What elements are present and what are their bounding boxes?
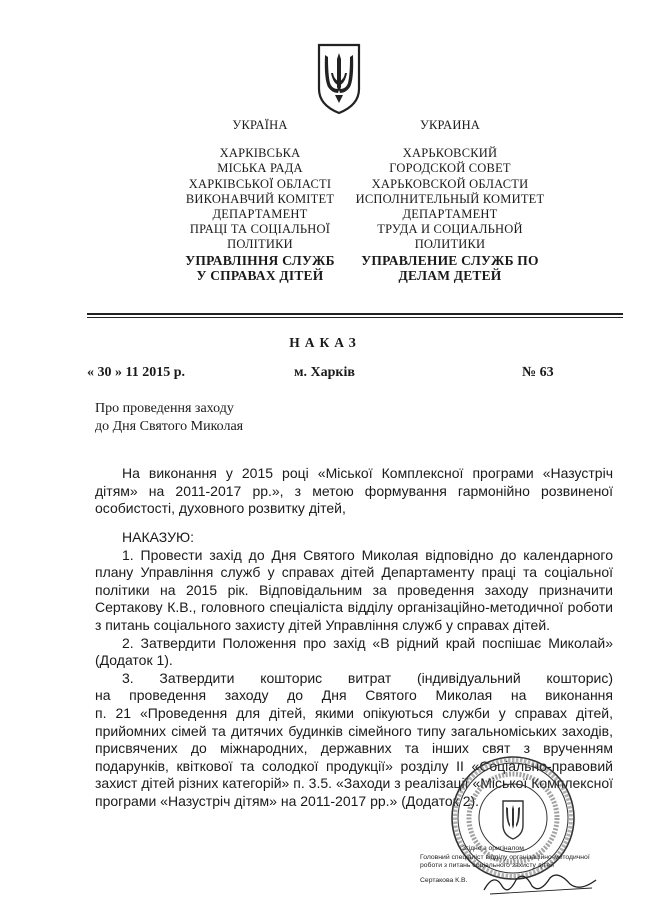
certification-signer: Сертакова К.В. [420, 876, 468, 884]
coat-of-arms-icon [316, 43, 362, 115]
header-left-line: ХАРКІВСЬКОЇ ОБЛАСТІ [188, 176, 332, 191]
order-item-2: 2. Затвердити Положення про захід «В рідний край поспішає Миколай» (Додаток 1). [95, 634, 613, 669]
subject-line: Про проведення заходу [95, 401, 234, 416]
header-left-line: ПРАЦІ ТА СОЦІАЛЬНОЇ [189, 222, 331, 237]
document-subject [95, 400, 243, 436]
order-item-3-line-1: 3. Затвердити кошторис витрат (індивідуальний кошторис) [122, 669, 613, 686]
certification-line: Головний спеціаліст відділу організаційно-методичної [420, 853, 590, 861]
header-right-line: ГОРОДСКОЙ СОВЕТ [389, 161, 511, 176]
document-date: « 30 » 11 2015 р. [87, 365, 186, 380]
header-divider-thin [87, 317, 623, 318]
order-item-3-line-2: на проведення заходу до Дня Святого Миколая на виконання [95, 687, 613, 704]
header-right-line: ТРУДА И СОЦИАЛЬНОЙ [377, 222, 523, 237]
header-right-line: ПОЛИТИКИ [414, 237, 486, 252]
header-right-line: ХАРЬКОВСКОЙ ОБЛАСТИ [371, 176, 529, 191]
order-word: НАКАЗУЮ: [122, 529, 195, 545]
header-right-block [350, 118, 550, 284]
certification-line: роботи з питань соціального захисту дітей [420, 862, 554, 869]
header-right-line: ДЕПАРТАМЕНТ [402, 207, 498, 222]
header-divider-thick [87, 313, 623, 315]
header-left-line: ПОЛІТИКИ [227, 237, 293, 252]
header-left-block [160, 118, 360, 284]
signature-mark [480, 868, 600, 898]
intro-paragraph [95, 465, 613, 518]
header-left-line: ХАРКІВСЬКА [219, 146, 301, 161]
certification-line: Згідно з оригіналом [462, 845, 524, 852]
header-left-country: УКРАЇНА [232, 118, 288, 132]
header-left-bold-line: УПРАВЛІННЯ СЛУЖБ [185, 252, 335, 268]
header-right-line: ИСПОЛНИТЕЛЬНЫЙ КОМИТЕТ [355, 191, 545, 206]
document-title: НАКАЗ [289, 335, 361, 350]
header-right-country: УКРАИНА [419, 118, 481, 132]
subject-line: до Дня Святого Миколая [95, 419, 244, 434]
header-left-line: ВИКОНАВЧИЙ КОМІТЕТ [185, 191, 335, 206]
intro-text: На виконання у 2015 році «Міської Комплексної програми «Назустріч дітям» на 2011-2017 рр.», з метою формування гармонійно розвиненої особистості, духовного розвитку дітей, [95, 465, 613, 517]
header-right-line: ХАРЬКОВСКИЙ [402, 146, 498, 161]
header-left-line: МІСЬКА РАДА [217, 161, 303, 176]
document-city: м. Харків [294, 365, 355, 380]
header-right-bold-line: УПРАВЛЕНИЕ СЛУЖБ ПО [361, 252, 539, 268]
order-item-1: 1. Провести захід до Дня Святого Миколая відповідно до календарного плану Управління служб у справах дітей Департаменту праці та соціальної політики на 2015 рік. Відповідальним за проведення заходу призначити Сертакову К.В., головного спеціаліста відділу організаційно-методичної роботи з питань соціального захисту дітей Управління служб у справах дітей. [95, 546, 613, 633]
header-left-bold-line: У СПРАВАХ ДІТЕЙ [196, 268, 324, 284]
order-item-3-rest: п. 21 «Проведення для дітей, якими опікуються служби у справах дітей, прийомних сімей та дитячих будинків сімейного типу загальноміських заходів, присвячених до міжнародних, державних та інших свят з врученням подарунків, квіткової та солодкої продукції» розділу II «Соціально-правовий захист дітей різних категорій» п. 3.5. «Заходи з реалізації «Міської Комплексної програми «Назустріч дітям» на 2011-2017 рр.» (Додаток 2). [95, 704, 613, 809]
document-number: № 63 [522, 365, 554, 380]
header-left-line: ДЕПАРТАМЕНТ [212, 207, 308, 222]
header-right-bold-line: ДЕЛАМ ДЕТЕЙ [398, 268, 502, 284]
